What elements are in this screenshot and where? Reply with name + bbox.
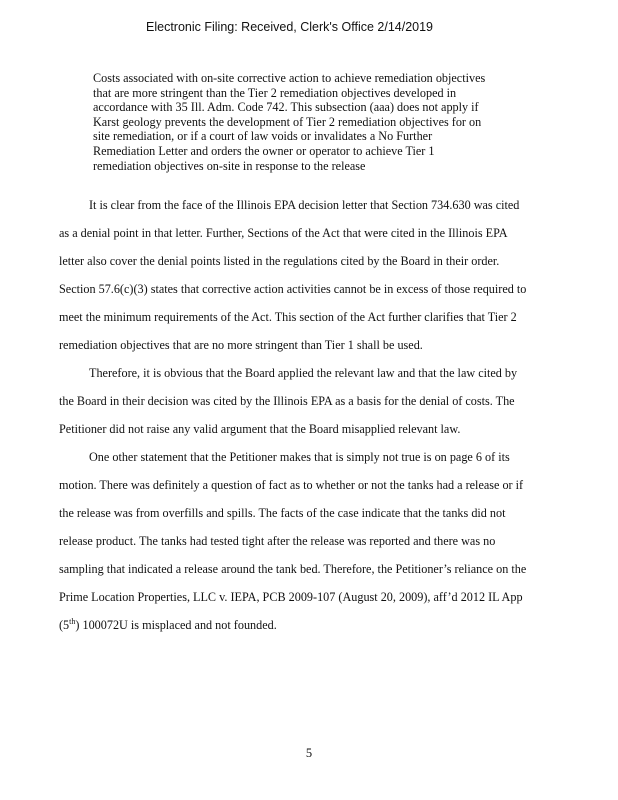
body-text [59, 0, 579, 800]
quote-line: remediation objectives on-site in response to the release [93, 158, 366, 173]
paragraph-line: as a denial point in that letter. Further, Sections of the Act that were cited in the Illinois EPA [59, 226, 508, 240]
ordinal-superscript: th [69, 616, 76, 626]
page-number: 5 [305, 746, 313, 760]
paragraph-line: sampling that indicated a release around the tank bed. Therefore, the Petitioner’s reliance on the [59, 562, 527, 576]
quote-line: accordance with 35 Ill. Adm. Code 742. This subsection (aaa) does not apply if [93, 100, 479, 115]
quote-line: site remediation, or if a court of law voids or invalidates a No Further [93, 129, 433, 144]
paragraph-line: the Board in their decision was cited by the Illinois EPA as a basis for the denial of costs. The [59, 394, 515, 408]
paragraph-line: Therefore, it is obvious that the Board applied the relevant law and that the law cited by [89, 366, 518, 380]
paragraph-line: Section 57.6(c)(3) states that corrective action activities cannot be in excess of those required to [59, 282, 527, 296]
citation-prefix: (5 [59, 618, 70, 632]
paragraph-line: One other statement that the Petitioner makes that is simply not true is on page 6 of its [89, 450, 510, 464]
paragraph-line: release product. The tanks had tested tight after the release was reported and there was no [59, 534, 496, 548]
paragraph-line: meet the minimum requirements of the Act. This section of the Act further clarifies that Tier 2 [59, 310, 517, 324]
paragraph-line: It is clear from the face of the Illinois EPA decision letter that Section 734.630 was cited [89, 198, 520, 212]
quote-line: Costs associated with on-site corrective action to achieve remediation objectives [93, 71, 486, 85]
quote-line: Remediation Letter and orders the owner or operator to achieve Tier 1 [93, 143, 435, 158]
paragraph-line: motion. There was definitely a question of fact as to whether or not the tanks had a release or if [59, 478, 524, 492]
citation-suffix: ) 100072U is misplaced and not founded. [75, 618, 277, 632]
paragraph-line [59, 618, 277, 633]
filing-stamp-header: Electronic Filing: Received, Clerk's Office 2/14/2019 [146, 20, 434, 34]
quote-line: Karst geology prevents the development of Tier 2 remediation objectives for on [93, 114, 482, 129]
paragraph-line: Petitioner did not raise any valid argument that the Board misapplied relevant law. [59, 422, 461, 436]
paragraph-line: remediation objectives that are no more stringent than Tier 1 shall be used. [59, 338, 423, 352]
paragraph-line: letter also cover the denial points listed in the regulations cited by the Board in their order. [59, 254, 500, 268]
quote-line: that are more stringent than the Tier 2 remediation objectives developed in [93, 85, 457, 100]
paragraph-line: Prime Location Properties, LLC v. IEPA, PCB 2009-107 (August 20, 2009), aff’d 2012 IL App [59, 590, 523, 604]
paragraph-line: the release was from overfills and spills. The facts of the case indicate that the tanks did not [59, 506, 506, 520]
